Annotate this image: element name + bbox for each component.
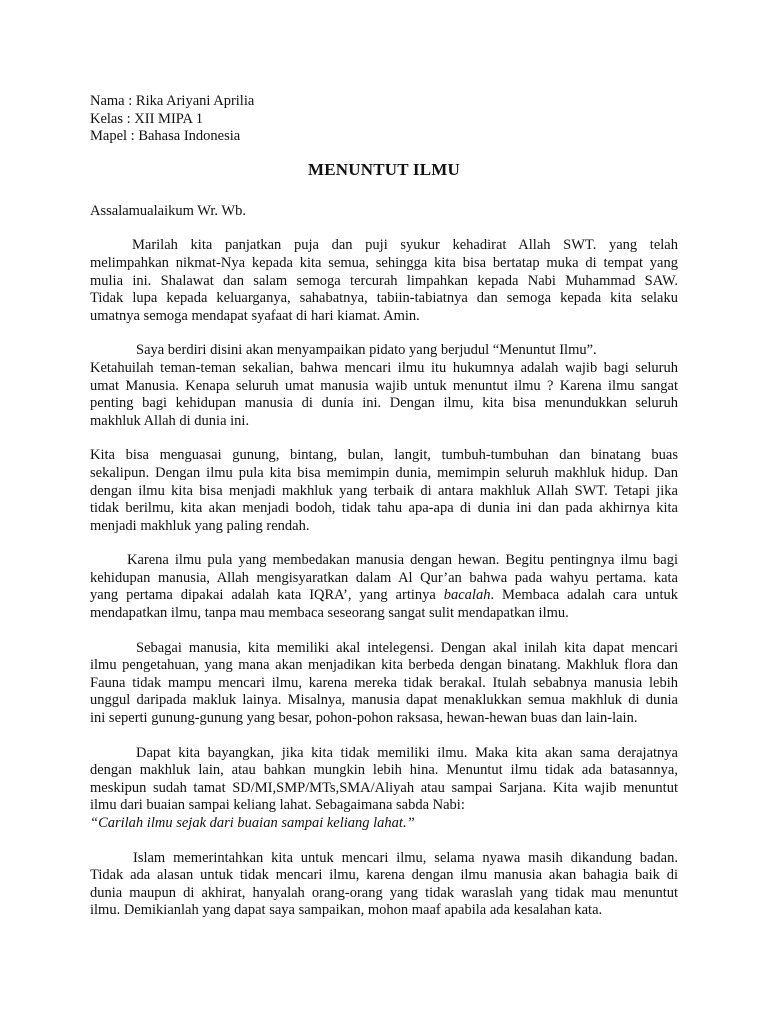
paragraph-3 — [90, 447, 678, 535]
hadith-quote: “Carilah ilmu sejak dari buaian sampai keliang lahat.” — [90, 815, 415, 831]
paragraph-line: meskipun sudah tamat SD/MI,SMP/MTs,SMA/Aliyah atau sampai Sarjana. Kita wajib menuntut — [90, 779, 678, 796]
paragraph-line: unggul daripada makluk lainya. Misalnya, manusia dapat menaklukkan semua makhluk di dunia — [90, 692, 678, 709]
paragraph-line: makhluk Allah di dunia ini. — [90, 412, 250, 429]
subject: Mapel : Bahasa Indonesia — [90, 128, 241, 145]
student-name: Nama : Rika Ariyani Aprilia — [90, 93, 255, 109]
paragraph-line: Sebagai manusia, kita memiliki akal intelegensi. Dengan akal inilah kita dapat mencari — [136, 639, 678, 656]
paragraph-line: dengan ilmu kita bisa menjadi makhluk yang terbaik di antara makhluk Allah SWT. Tetapi jika — [90, 482, 678, 499]
paragraph-line: penting bagi kehidupan manusia di dunia ini. Dengan ilmu, kita bisa menundukkan seluruh — [90, 395, 678, 412]
paragraph-5 — [90, 640, 678, 728]
paragraph-line: menjadi makhluk yang paling rendah. — [90, 517, 310, 534]
paragraph-1 — [90, 237, 678, 325]
paragraph-line: Marilah kita panjatkan puja dan puji syukur kehadirat Allah SWT. yang telah — [132, 237, 678, 254]
paragraph-line: melimpahkan nikmat-Nya kepada kita semua, sehingga kita bisa bertatap muka di tempat yang — [90, 254, 678, 271]
paragraph-line: dengan makhluk lain, atau bahkan mungkin lebih hina. Menuntut ilmu tidak ada batasannya, — [90, 762, 678, 779]
paragraph-4 — [90, 552, 678, 622]
paragraph-line: umatnya semoga mendapat syafaat di hari kiamat. Amin. — [90, 307, 420, 324]
document-page — [90, 93, 678, 920]
paragraph-line: Kita bisa menguasai gunung, bintang, bulan, langit, tumbuh-tumbuhan dan binatang buas — [90, 447, 678, 464]
paragraph-line: sekalipun. Dengan ilmu pula kita bisa memimpin dunia, memimpin seluruh makhluk hidup. Dan — [90, 464, 678, 481]
paragraph-line: Tidak ada alasan untuk tidak mencari ilmu, karena dengan ilmu manusia akan bahagia baik di — [90, 867, 678, 884]
paragraph-line: kehidupan manusia, Allah mengisyaratkan dalam Al Qur’an bahwa pada wahyu pertama. kata — [90, 569, 678, 586]
paragraph-line: umat Manusia. Kenapa seluruh umat manusia wajib untuk menuntut ilmu ? Karena ilmu sangat — [90, 377, 678, 394]
paragraph-line: ilmu. Demikianlah yang dapat saya sampaikan, mohon maaf apabila ada kesalahan kata. — [90, 902, 603, 919]
document-title: MENUNTUT ILMU — [308, 159, 460, 179]
paragraph-text: . Membaca adalah cara untuk — [490, 587, 678, 604]
student-class: Kelas : XII MIPA 1 — [90, 110, 204, 127]
italic-word: bacalah — [443, 587, 491, 604]
paragraph-line: mendapatkan ilmu, tanpa mau membaca seseorang sangat sulit mendapatkan ilmu. — [90, 605, 569, 622]
paragraph-6 — [90, 745, 678, 833]
paragraph-line: tidak berilmu, kita akan menjadi bodoh, tidak tahu apa-apa di dunia ini dan pada akhirnya kita — [90, 500, 678, 517]
paragraph-2 — [90, 342, 678, 430]
paragraph-line: ilmu pengetahuan, yang mana akan menjadikan kita berbeda dengan binatang. Makhluk flora dan — [90, 657, 678, 674]
paragraph-line: Karena ilmu pula yang membedakan manusia dengan hewan. Begitu pentingnya ilmu bagi — [127, 552, 678, 569]
greeting: Assalamualaikum Wr. Wb. — [90, 202, 246, 219]
paragraph-line: Saya berdiri disini akan menyampaikan pidato yang berjudul “Menuntut Ilmu”. — [136, 342, 597, 359]
paragraph-line: Fauna tidak mampu mencari ilmu, karena mereka tidak berakal. Itulah sebabnya manusia lebih — [90, 674, 678, 691]
paragraph-line: Tidak lupa kepada keluarganya, sahabatnya, tabiin-tabiatnya dan semoga kepada kita selaku — [90, 290, 678, 307]
paragraph-line: Ketahuilah teman-teman sekalian, bahwa mencari ilmu itu hukumnya adalah wajib bagi seluruh — [90, 359, 678, 376]
paragraph-line: dunia maupun di akhirat, hanyalah orang-orang yang tidak waraslah yang tidak mau menuntut — [90, 884, 678, 901]
student-info — [90, 93, 678, 146]
paragraph-text: yang pertama dipakai adalah kata IQRA’, yang artinya — [90, 587, 444, 604]
paragraph-line: Islam memerintahkan kita untuk mencari ilmu, selama nyawa masih dikandung badan. — [133, 849, 678, 866]
paragraph-line: mulia ini. Shalawat dan salam semoga tercurah limpahkan kepada Nabi Muhammad SAW. — [90, 272, 678, 289]
paragraph-7 — [90, 850, 678, 920]
paragraph-line: Dapat kita bayangkan, jika kita tidak memiliki ilmu. Maka kita akan sama derajatnya — [136, 744, 678, 761]
paragraph-line — [90, 587, 678, 605]
paragraph-line: ilmu dari buaian sampai keliang lahat. Sebagaimana sabda Nabi: — [90, 797, 465, 814]
paragraph-line: ini seperti gunung-gunung yang besar, pohon-pohon raksasa, hewan-hewan buas dan lain-lain. — [90, 710, 638, 727]
